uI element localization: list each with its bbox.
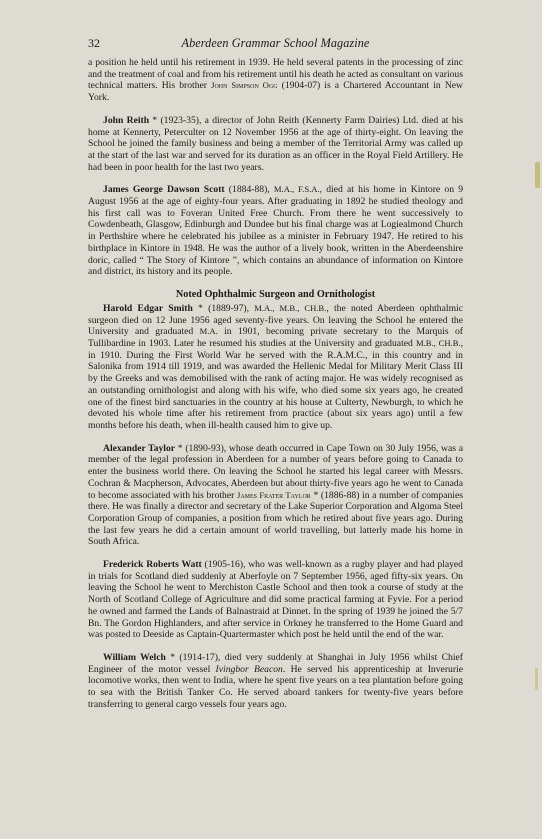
obituary-james-scott: James George Dawson Scott (1884-88), M.A., F.S.A., died at his home in Kintore on 9 August 1956 at the age of eighty-four years. After graduating in 1892 he studied theology and his first call was to Foveran United Free Church. From there he went successively to Cowdenbeath, Glasgow, Edinburgh and Dundee but his final charge was at Logiealmond Church in Perthshire where he celebrated his jubilee as a minister in February 1947. He retired to his birthplace in Kintore in 1948. He was the author of a lively book, written in the Aberdeenshire doric, called “ The Story of Kintore ”, which contains an abundance of information on Kintore and district, its history and its people. [88, 184, 464, 278]
degrees: M.A., M.B., CH.B. [254, 302, 327, 313]
person-name: William Welch [103, 651, 166, 663]
person-name: Alexander Taylor [103, 442, 176, 454]
degrees: M.A. [199, 326, 218, 337]
page-header [88, 36, 463, 52]
margin-mark [535, 162, 540, 188]
person-name: Frederick Roberts Watt [103, 559, 202, 571]
person-name: James George Dawson Scott [103, 184, 225, 196]
page-number: 32 [88, 36, 100, 50]
article-body [88, 57, 463, 721]
running-title: Aberdeen Grammar School Magazine [181, 36, 370, 50]
obituary-william-welch: William Welch * (1914-17), died very suddenly at Shanghai in July 1956 whilst Chief Engineer of the motor vessel Ivingbor Beacon. He served his apprenticeship at Inverurie locomotive works, then went to India, where he spent five years on a tea plantation before going to sea with the British Tanker Co. He served aboard tankers for twenty-five years before transferring to general cargo vessels four years ago. [88, 651, 464, 710]
obituary-john-reith: John Reith * (1923-35), a director of John Reith (Kennerty Farm Dairies) Ltd. died at his home at Kennerty, Peterculter on 12 November 1956 at the age of thirty-eight. On leaving the School he joined the family business and being a member of the Territorial Army was called up at the start of the last war and served for its duration as an officer in the Royal Field Artillery. He had been in poor health for the last two years. [88, 114, 463, 173]
person-name: Harold Edgar Smith [103, 302, 193, 314]
section-heading: Noted Ophthalmic Surgeon and Ornithologist [175, 288, 376, 300]
obituary-frederick-watt: Frederick Roberts Watt (1905-16), who was well-known as a rugby player and had played in trials for Scotland died suddenly at Aberfoyle on 7 September 1956, aged fifty-six years. On leaving the School he went to Merchiston Castle School and then took a course of study at the North of Scotland College of Agriculture and did some practical farming at Fyvie. For a period he owned and farmed the Lands of Balnastraid at Dinnet. In the spring of 1939 he joined the 5/7 Bn. The Gordon Highlanders, and after service in Orkney he transferred to the Home Guard and was posted to Deeside as Captain-Quartermaster which post he held until the end of the war. [88, 559, 463, 641]
person-name: John Reith [103, 114, 150, 126]
obituary-alexander-taylor: Alexander Taylor * (1890-93), whose death occurred in Cape Town on 30 July 1956, was a member of the legal profession in Aberdeen for a number of years before going to Canada to enter the business world there. On leaving the School he started his legal career with Messrs. Cochran & Macpherson, Advocates, Aberdeen but about thirty-five years ago he went to Canada to become associated with his brother James Frater Taylor * (1886-88) in a number of companies there. He was finally a director and secretary of the Lake Superior Corporation and Algoma Steel Corporation Group of companies, a position from which he retired about five years ago. During the last few years he did a certain amount of world travelling, but latterly made his home in South Africa. [88, 442, 463, 548]
degrees: M.B., CH.B. [415, 338, 461, 349]
vessel-name: Ivingbor Beacon [215, 663, 283, 675]
degrees: M.A., F.S.A. [273, 184, 320, 195]
person-name: John Simpson Ogg [211, 80, 278, 91]
paragraph-continuation: a position he held until his retirement in 1939. He held several patents in the processing of zinc and the treatment of coal and from his retirement until his death he acted as consultant on various technical matters. His brother John Simpson Ogg (1904-07) is a Chartered Accountant in New York. [88, 57, 464, 104]
obituary-harold-smith: Harold Edgar Smith * (1889-97), M.A., M.B., CH.B., the noted Aberdeen ophthalmic surgeon died on 12 June 1956 aged seventy-five years. On leaving the School he entered the University and graduated M.A. in 1901, becoming private secretary to the Marquis of Tullibardine in 1903. Later he resumed his studies at the University and graduated M.B., CH.B., in 1910. During the First World War he served with the R.A.M.C., in this country and in Salonika from 1914 till 1919, and was awarded the Hellenic Medal for Military Merit Class III by the Greeks and was demobilised with the rank of acting major. He was widely recognised as an outstanding ornithologist and along with his wife, who died some six years ago, he created one of the finest bird sanctuaries in the country at his house at Culterty, Newburgh, to which he devoted his whole time after his retirement from practice (about six years ago) until a few months before his death, when ill-health caused him to give up. [88, 302, 464, 431]
margin-mark [535, 668, 538, 690]
person-name: James Frater Taylor [237, 489, 311, 500]
